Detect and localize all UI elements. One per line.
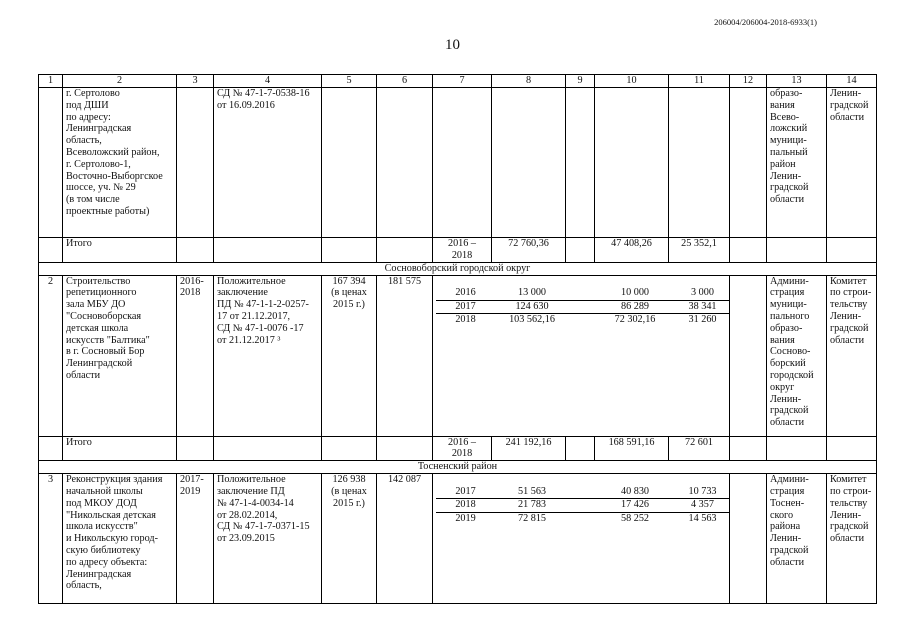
developer: Комитет по строи- тельству Ленин- градской области — [827, 275, 877, 436]
year-row — [436, 314, 730, 327]
column-number: 10 — [595, 75, 669, 88]
project-documents: Положительное заключение ПД № 47-1-1-2-0257- 17 от 21.12.2017, СД № 47-1-0076 -17 от 21.12.2017 ³ — [214, 275, 322, 436]
period: 2017- 2019 — [177, 474, 214, 604]
total-amount: 72 760,36 — [492, 238, 566, 263]
total-years: 2016 – 2018 — [433, 436, 492, 461]
total-regional: 47 408,26 — [595, 238, 669, 263]
current-cost: 142 087 — [377, 474, 433, 604]
object-name: Реконструкция здания начальной школы под МКОУ ДОД "Никольская детская школа искусств" и Никольскую город- скую библиотеку по адресу объекта: Ленинградская область, — [63, 474, 177, 604]
year-local: 3 000 — [691, 287, 714, 299]
year-regional: 86 289 — [598, 300, 672, 314]
customer: Админи- страция Тоснен- ского района Ленин- градской области — [767, 474, 827, 604]
page-number: 10 — [445, 37, 460, 53]
year-local: 31 260 — [672, 314, 730, 327]
column-number-header-row — [39, 75, 877, 88]
year-regional: 10 000 — [620, 287, 649, 299]
yearly-financing — [433, 474, 730, 604]
year-row — [436, 287, 730, 300]
column-number: 5 — [322, 75, 377, 88]
year: 2017 — [455, 485, 476, 497]
year-row — [436, 512, 730, 525]
row-number: 2 — [39, 275, 63, 436]
table-row — [39, 474, 877, 604]
year: 2017 — [436, 300, 495, 314]
total-years: 2016 – 2018 — [433, 238, 492, 263]
total-amount: 241 192,16 — [492, 436, 566, 461]
total-label: Итого — [63, 436, 177, 461]
column-number: 11 — [669, 75, 730, 88]
current-cost: 181 575 — [377, 275, 433, 436]
column-number: 3 — [177, 75, 214, 88]
construction-program-table — [38, 74, 877, 604]
section-title: Сосновоборский городской округ — [39, 262, 877, 275]
section-row — [39, 461, 877, 474]
column-number: 1 — [39, 75, 63, 88]
year-total: 13 000 — [517, 287, 546, 299]
estimated-cost: 126 938 (в ценах 2015 г.) — [322, 474, 377, 604]
year-local: 10 733 — [688, 485, 717, 497]
estimated-cost: 167 394 (в ценах 2015 г.) — [322, 275, 377, 436]
total-regional: 168 591,16 — [595, 436, 669, 461]
project-documents: СД № 47-1-7-0538-16 от 16.09.2016 — [214, 88, 322, 238]
table-row — [39, 275, 877, 436]
year-row — [436, 499, 730, 513]
period: 2016- 2018 — [177, 275, 214, 436]
year: 2019 — [436, 512, 495, 525]
column-number: 9 — [566, 75, 595, 88]
year-total: 72 815 — [495, 512, 569, 525]
year-total: 124 630 — [495, 300, 569, 314]
column-number: 12 — [730, 75, 767, 88]
yearly-financing — [433, 275, 730, 436]
year-regional: 17 426 — [598, 499, 672, 513]
table-row — [39, 88, 877, 238]
year: 2016 — [455, 287, 476, 299]
customer: Админи- страция муници- пального образо- вания Сосново- борский городской округ Ленин- градской области — [767, 275, 827, 436]
year: 2018 — [436, 314, 495, 327]
column-number: 8 — [492, 75, 566, 88]
year-row — [436, 486, 730, 499]
total-row — [39, 436, 877, 461]
year-regional: 58 252 — [598, 512, 672, 525]
year-total: 103 562,16 — [495, 314, 569, 327]
row-number: 3 — [39, 474, 63, 604]
column-number: 14 — [827, 75, 877, 88]
total-local: 72 601 — [669, 436, 730, 461]
year-local: 4 357 — [672, 499, 730, 513]
section-row — [39, 262, 877, 275]
year-total: 21 783 — [495, 499, 569, 513]
year: 2018 — [436, 499, 495, 513]
year-regional: 40 830 — [620, 485, 649, 497]
developer: Комитет по строи- тельству Ленин- градской области — [827, 474, 877, 604]
year-regional: 72 302,16 — [598, 314, 672, 327]
yearly-financing-table — [436, 486, 730, 526]
document-id: 206004/206004-2018-6933(1) — [714, 17, 817, 27]
total-label: Итого — [63, 238, 177, 263]
column-number: 7 — [433, 75, 492, 88]
section-title: Тосненский район — [39, 461, 877, 474]
column-number: 4 — [214, 75, 322, 88]
year-local: 14 563 — [672, 512, 730, 525]
project-documents: Положительное заключение ПД № 47-1-4-0034-14 от 28.02.2014, СД № 47-1-7-0371-15 от 23.09.2015 — [214, 474, 322, 604]
developer: Ленин- градской области — [827, 88, 877, 238]
column-number: 2 — [63, 75, 177, 88]
object-name: г. Сертолово под ДШИ по адресу: Ленинградская область, Всеволожский район, г. Сертолово-1, Восточно-Выборгское шоссе, уч. № 29 (в том числе проектные работы) — [63, 88, 177, 238]
column-number: 13 — [767, 75, 827, 88]
column-number: 6 — [377, 75, 433, 88]
year-row — [436, 300, 730, 314]
object-name: Строительство репетиционного зала МБУ ДО "Сосновоборская детская школа искусств "Балтика" в г. Сосновый Бор Ленинградской области — [63, 275, 177, 436]
total-local: 25 352,1 — [669, 238, 730, 263]
total-row — [39, 238, 877, 263]
year-local: 38 341 — [672, 300, 730, 314]
year-total: 51 563 — [517, 485, 546, 497]
yearly-financing-table — [436, 287, 730, 327]
customer: образо- вания Всево- ложский муници- пальный район Ленин- градской области — [767, 88, 827, 238]
